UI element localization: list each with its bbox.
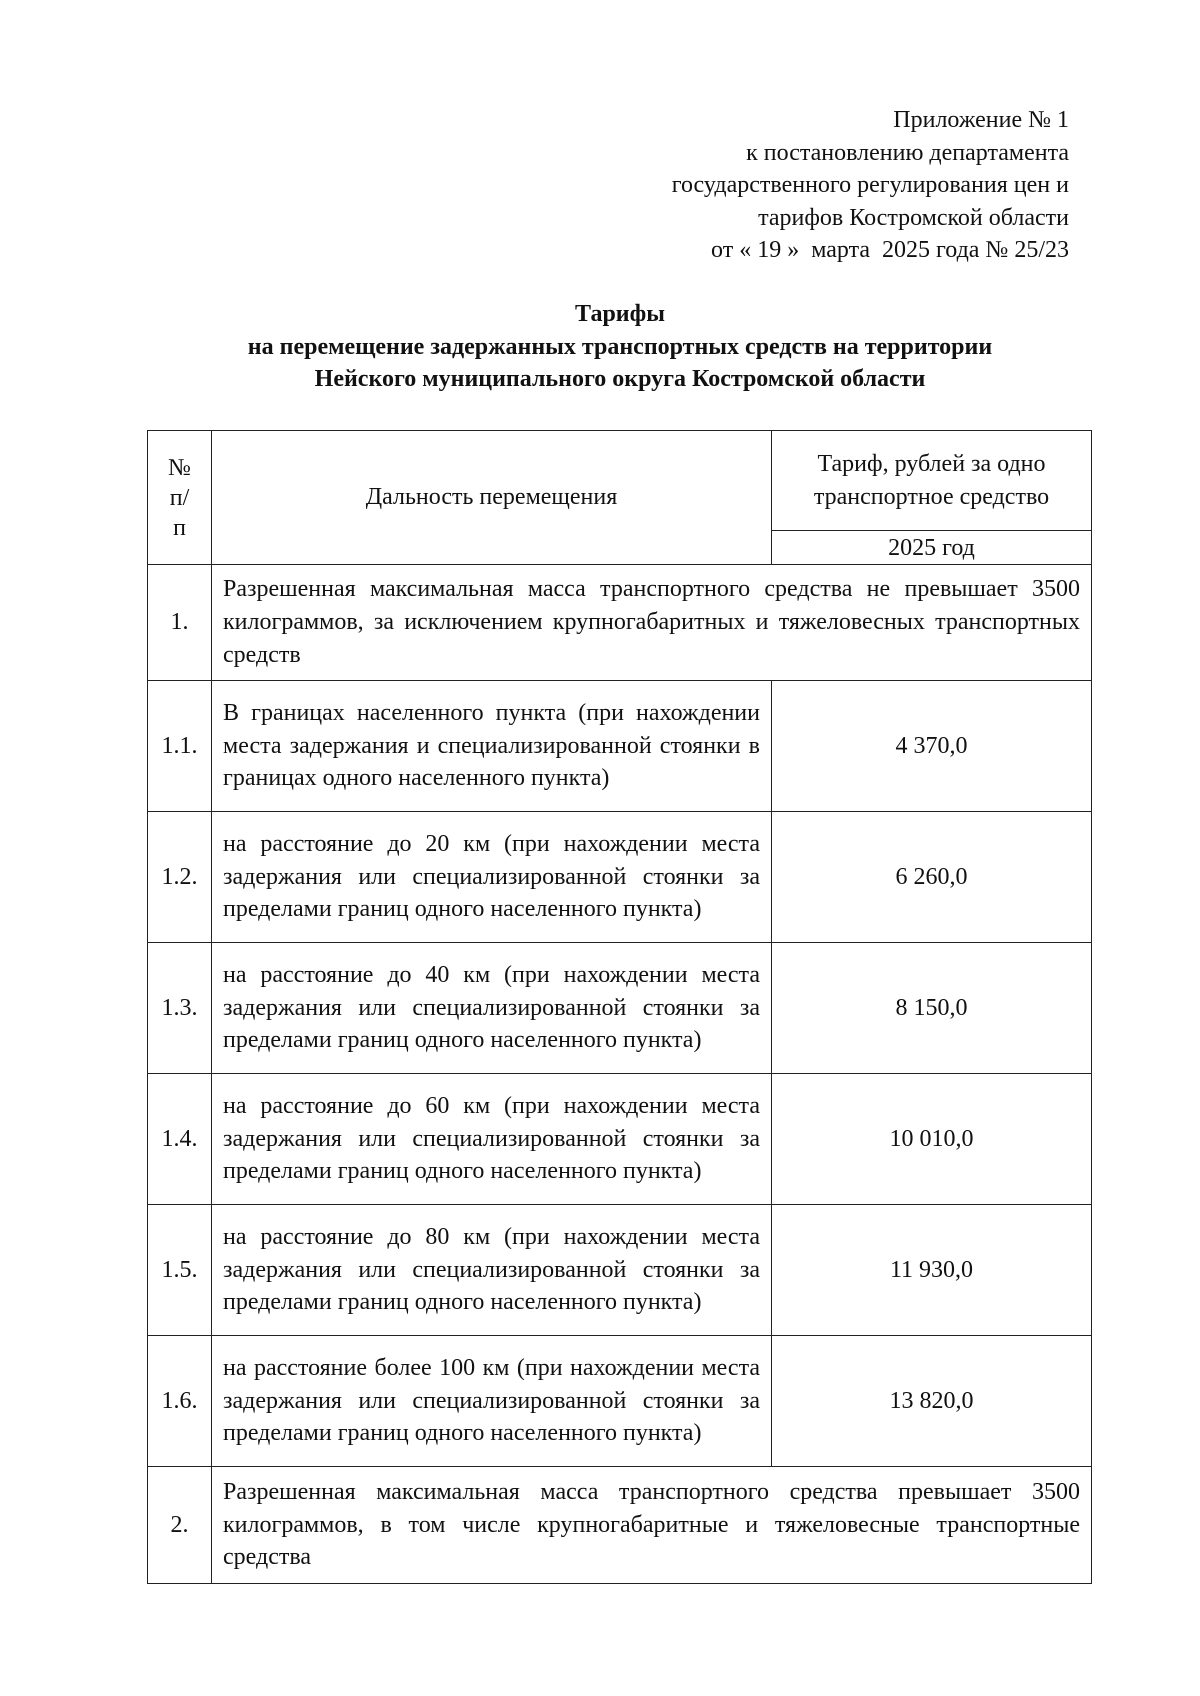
section-row xyxy=(148,565,1092,681)
document-title xyxy=(147,298,1093,396)
row-tariff-value: 4 370,0 xyxy=(772,681,1092,812)
section-num: 1. xyxy=(148,565,212,681)
table-row xyxy=(148,812,1092,943)
row-tariff-value: 8 150,0 xyxy=(772,943,1092,1074)
row-num: 1.4. xyxy=(148,1074,212,1205)
table-row xyxy=(148,681,1092,812)
appendix-line: к постановлению департамента xyxy=(746,139,1069,166)
row-num: 1.6. xyxy=(148,1336,212,1467)
row-num: 1.1. xyxy=(148,681,212,812)
row-description: на расстояние более 100 км (при нахождении места задержания или специализированной стоянки за пределами границ одного населенного пункта) xyxy=(212,1336,772,1467)
appendix-block xyxy=(672,104,1069,267)
title-line: Тарифы xyxy=(575,301,665,327)
section-row xyxy=(148,1467,1092,1584)
row-tariff-value: 11 930,0 xyxy=(772,1205,1092,1336)
row-num: 1.2. xyxy=(148,812,212,943)
header-tariff: Тариф, рублей за одно транспортное средство xyxy=(772,431,1092,531)
row-description: на расстояние до 80 км (при нахождении места задержания или специализированной стоянки за пределами границ одного населенного пункта) xyxy=(212,1205,772,1336)
row-description: на расстояние до 40 км (при нахождении места задержания или специализированной стоянки за пределами границ одного населенного пункта) xyxy=(212,943,772,1074)
row-description: на расстояние до 60 км (при нахождении места задержания или специализированной стоянки за пределами границ одного населенного пункта) xyxy=(212,1074,772,1205)
header-distance: Дальность перемещения xyxy=(212,431,772,565)
row-description: на расстояние до 20 км (при нахождении места задержания или специализированной стоянки за пределами границ одного населенного пункта) xyxy=(212,812,772,943)
header-num: № п/п xyxy=(148,431,212,565)
row-num: 1.5. xyxy=(148,1205,212,1336)
title-line: Нейского муниципального округа Костромской области xyxy=(314,366,926,392)
row-num: 1.3. xyxy=(148,943,212,1074)
section-text: Разрешенная максимальная масса транспортного средства превышает 3500 килограммов, в том числе крупногабаритные и тяжеловесные транспортные средства xyxy=(212,1467,1092,1584)
title-line: на перемещение задержанных транспортных средств на территории xyxy=(247,333,993,360)
header-year: 2025 год xyxy=(772,531,1092,565)
table-row xyxy=(148,1074,1092,1205)
appendix-line: тарифов Костромской области xyxy=(758,204,1069,231)
appendix-line: Приложение № 1 xyxy=(893,107,1069,133)
table-row xyxy=(148,943,1092,1074)
row-tariff-value: 6 260,0 xyxy=(772,812,1092,943)
appendix-line: государственного регулирования цен и xyxy=(671,172,1069,198)
row-description: В границах населенного пункта (при нахождении места задержания и специализированной стоянки в границах одного населенного пункта) xyxy=(212,681,772,812)
appendix-line: от « 19 » марта 2025 года № 25/23 xyxy=(711,237,1069,263)
section-num: 2. xyxy=(148,1467,212,1584)
tariffs-table xyxy=(147,430,1092,1584)
row-tariff-value: 13 820,0 xyxy=(772,1336,1092,1467)
table-header-row xyxy=(148,431,1092,531)
table-row xyxy=(148,1205,1092,1336)
table-row xyxy=(148,1336,1092,1467)
section-text: Разрешенная максимальная масса транспортного средства не превышает 3500 килограммов, за исключением крупногабаритных и тяжеловесных транспортных средств xyxy=(212,565,1092,681)
row-tariff-value: 10 010,0 xyxy=(772,1074,1092,1205)
